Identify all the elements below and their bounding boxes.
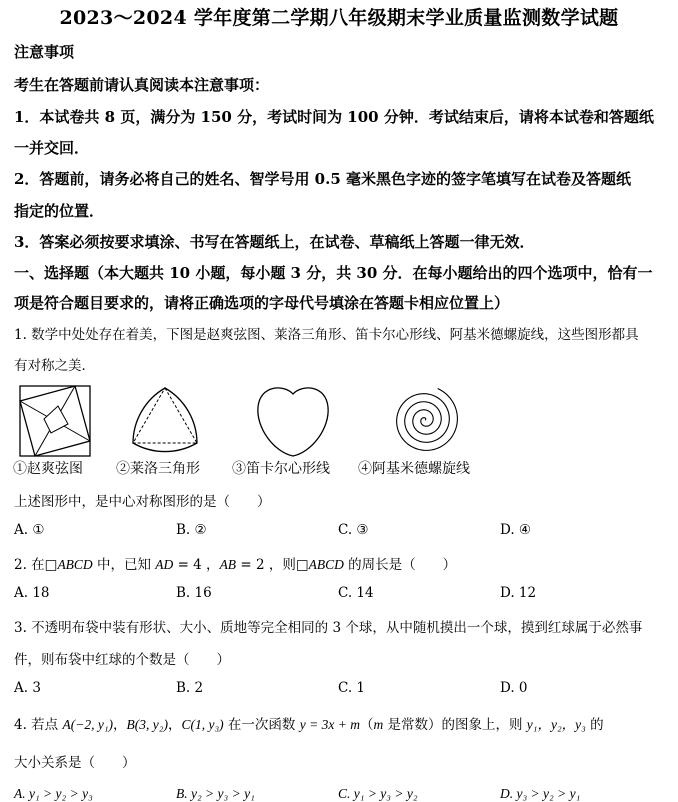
zhao-shuang-diagram	[18, 384, 92, 458]
caption-reuleaux: ②莱洛三角形	[116, 461, 200, 477]
parallelogram-symbol-2: □	[295, 557, 309, 573]
q2-ab: AB	[219, 557, 237, 572]
q4-function: y = 3x + m	[299, 717, 360, 732]
q2-abcd-2: ABCD	[308, 557, 344, 572]
q4-option-d: D. y₃ > y₂ > y₁	[500, 786, 581, 801]
caption-cardioid: ③笛卡尔心形线	[232, 461, 330, 477]
q2-abcd: ABCD	[57, 557, 93, 572]
cardioid-curve	[254, 382, 332, 460]
q4-vars: y₁，y₂，y₃	[526, 717, 586, 732]
caption-zhao-shuang: ①赵爽弦图	[13, 461, 83, 477]
notice-item3: 3．答案必须按要求填涂、书写在答题纸上，在试卷、草稿纸上答题一律无效．	[14, 233, 535, 251]
q1-line1: 1. 数学中处处存在着美，下图是赵爽弦图、莱洛三角形、笛卡尔心形线、阿基米德螺旋线，这些图形都具	[14, 327, 639, 343]
notice-item1-line1: 1．本试卷共 8 页，满分为 150 分，考试时间为 100 分钟．考试结束后，请将本试卷和答题纸	[14, 108, 654, 126]
q2-ad: AD	[155, 557, 174, 572]
parallelogram-symbol: □	[44, 557, 58, 573]
notice-item2-line1: 2．答题前，请务必将自己的姓名、智学号用 0.5 毫米黑色字迹的签字笔填写在试卷及答题纸	[14, 170, 631, 188]
section1-line1: 一、选择题（本大题共 10 小题，每小题 3 分，共 30 分．在每小题给出的四个选项中，恰有一	[14, 264, 653, 282]
q1-option-a: A. ①	[14, 522, 45, 538]
q4-line1: 4. 若点 A(−2, y₁)，B(3, y₂)，C(1, y₃) 在一次函数 y = 3x + m（m 是常数）的图象上，则 y₁，y₂，y₃ 的	[14, 717, 604, 733]
notice-item2-line2: 指定的位置．	[14, 202, 105, 220]
q1-option-b: B. ②	[176, 522, 207, 538]
q1-stem: 上述图形中，是中心对称图形的是（ ）	[14, 494, 271, 510]
q4-text-2: 在一次函数	[223, 717, 300, 733]
notice-item1-line2: 一并交回．	[14, 139, 90, 157]
q1-option-c: C. ③	[338, 522, 369, 538]
notice-intro: 考生在答题前请认真阅读本注意事项：	[14, 76, 270, 94]
q3-option-c: C. 1	[338, 680, 366, 696]
caption-spiral: ④阿基米德螺旋线	[358, 461, 470, 477]
q3-line1: 3. 不透明布袋中装有形状、大小、质地等完全相同的 3 个球，从中随机摸出一个球，摸到红球属于必然事	[14, 620, 643, 636]
reuleaux-triangle	[124, 380, 206, 462]
q4-m: m	[373, 717, 384, 732]
q2-text-3: 的周长是（ ）	[343, 557, 457, 573]
q4-point-c: C(1, y₃)	[181, 717, 224, 732]
q4-text-3: （	[359, 717, 374, 733]
q1-line2: 有对称之美．	[14, 358, 95, 374]
q4-text-5: 的	[585, 717, 604, 733]
q1-option-d: D. ④	[500, 522, 532, 538]
archimedean-spiral	[386, 381, 464, 459]
q4-option-a: A. y₁ > y₂ > y₃	[14, 786, 93, 801]
q2-eq2: = 2 ，则	[236, 557, 296, 573]
q2-stem	[14, 553, 456, 573]
q2-option-a: A. 18	[14, 585, 50, 601]
q2-option-c: C. 14	[338, 585, 374, 601]
q4-text-1: 4. 若点	[14, 717, 63, 733]
q4-point-a: A(−2, y₁)	[62, 717, 114, 732]
q2-option-d: D. 12	[500, 585, 537, 601]
q3-option-a: A. 3	[14, 680, 41, 696]
q4-option-c: C. y₁ > y₃ > y₂	[338, 786, 418, 801]
page-title: 2023～2024 学年度第二学期八年级期末学业质量监测数学试题	[59, 7, 619, 29]
q4-point-b: B(3, y₂)	[126, 717, 168, 732]
q3-line2: 件，则布袋中红球的个数是（ ）	[14, 652, 230, 668]
q3-option-b: B. 2	[176, 680, 204, 696]
q2-option-b: B. 16	[176, 585, 212, 601]
q3-option-d: D. 0	[500, 680, 528, 696]
q2-text-2: 中，已知	[92, 557, 156, 573]
q4-text-4: 是常数）的图象上，则	[383, 717, 527, 733]
q4-option-b: B. y₂ > y₃ > y₁	[176, 786, 255, 801]
section1-line2: 项是符合题目要求的，请将正确选项的字母代号填涂在答题卡相应位置上）	[14, 294, 510, 312]
notice-heading: 注意事项	[14, 43, 75, 61]
q2-eq4: = 4 ，	[173, 557, 220, 573]
q2-text-1: 2. 在	[14, 557, 45, 573]
q4-line2: 大小关系是（ ）	[14, 755, 136, 771]
